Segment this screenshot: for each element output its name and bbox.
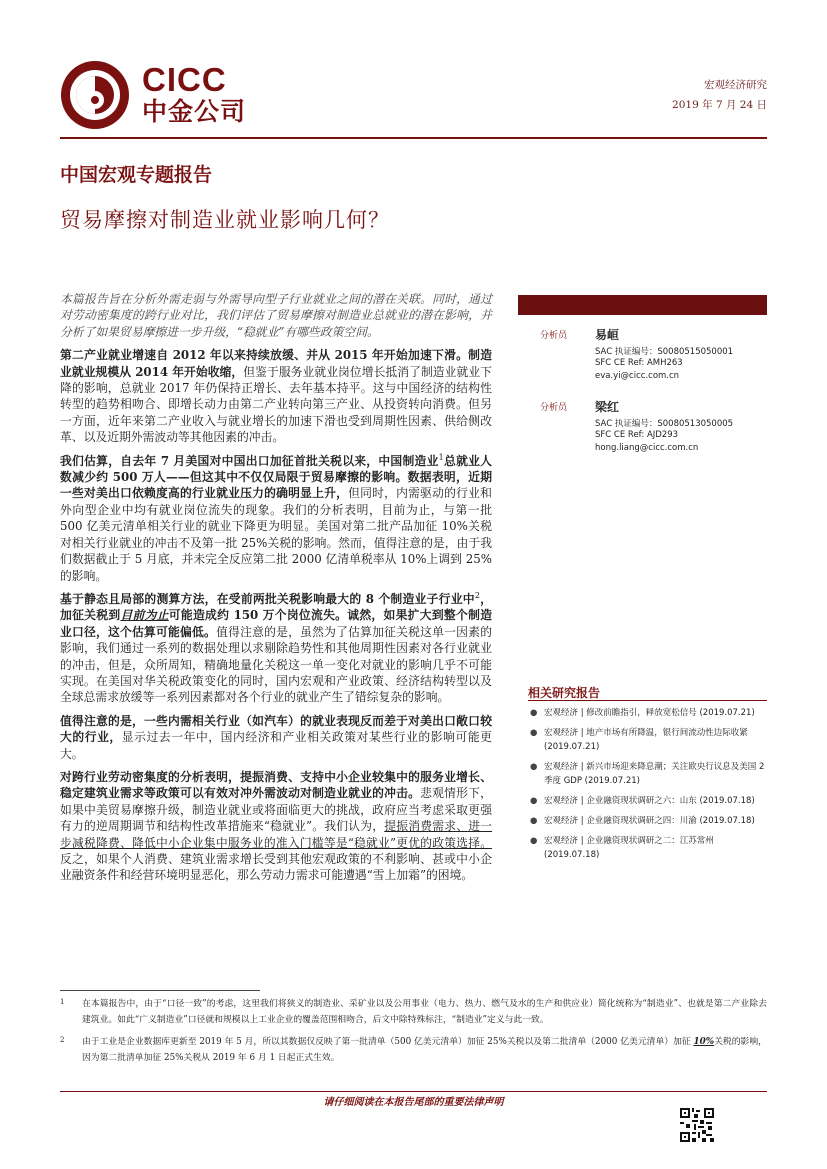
related-divider [528,700,767,701]
p4-bold: 值得注意的是，一些内需相关行业（如汽车）的就业表现反而差于对美出口敞口较大的行业， [60,713,492,745]
bullet-icon: ● [530,816,538,826]
header-divider [60,137,767,139]
bullet-icon: ● [530,728,538,738]
logo-text-cn: 中金公司 [142,97,247,126]
cicc-logo [60,60,260,130]
p5-text-b: 反之，如果个人消费、建筑业需求增长受到其他宏观政策的不利影响、甚或中小企业融资条件和经营环境明显恶化，那么劳动力需求可能遭遇“雪上加霜”的困境。 [60,852,492,883]
p3-bold-a: 基于静态且局部的测算方法，在受前两批关税影响最大的 8 个制造业子行业中 [60,591,475,606]
p5-text-a: 悲观情形下，如果中美贸易摩擦升级，制造业就业或将面临更大的挑战，政府应当考虑采取更强有力的逆周期调节和结构性改革措施来“稳就业”。我们认为， [60,786,492,834]
footnote-number: 1 [60,998,65,1006]
p1-bold: 第二产业就业增速自 2012 年以来持续放缓、并从 2015 年开始加速下滑。制造业就业规模从 2014 年开始收缩， [60,348,492,379]
footnote-text-a: 由于工业是企业数据库更新至 2019 年 5 月，所以其数据仅反映了第一批清单（500 亿美元清单）加征 25%关税以及第二批清单（2000 亿美元清单）加征 [82,1037,694,1047]
logo-text-en: CICC [142,61,227,98]
footnote-divider [60,990,260,991]
bullet-icon: ● [530,836,538,846]
related-report-item[interactable] [528,760,767,788]
main-body [60,291,492,891]
analyst-sfc: SFC CE Ref: AMH263 [595,358,683,368]
analyst-email[interactable]: hong.liang@cicc.com.cn [595,443,699,453]
related-report-text: 宏观经济 | 企业融资现状调研之四：川渝 (2019.07.18) [544,816,755,826]
analyst-email[interactable]: eva.yi@cicc.com.cn [595,371,680,381]
report-type: 中国宏观专题报告 [60,164,213,186]
paragraph-2 [60,453,492,584]
paragraph-3 [60,591,492,706]
p5-bold: 对跨行业劳动密集度的分析表明，提振消费、支持中小企业较集中的服务业增长、稳定建筑业需求等政策可以有效对冲外需波动对制造业就业的冲击。 [60,769,492,801]
footnote-emphasis: 10% [693,1037,715,1047]
bullet-icon: ● [530,708,538,718]
paragraph-1 [60,347,492,445]
footnote-text: 在本篇报告中，由于“口径一致”的考虑，这里我们将狭义的制造业、采矿业以及公用事业（电力、热力、燃气及水的生产和供应业）简化统称为“制造业”、也就是第二产业除去建筑业。如此“广义制造业”口径就和规模以上工业企业的覆盖范围相吻合，后文中除特殊标注，“制造业”定义与此一致。 [82,999,767,1025]
header-meta [672,75,767,115]
bullet-icon: ● [530,796,538,806]
analyst-name: 梁红 [595,400,620,414]
p2-bold-b: 总就业人数减少约 500 万人——但这其中不仅仅局限于贸易摩擦的影响。数据表明，近期一些对美出口依赖度高的行业就业压力的确明显上升， [60,453,492,501]
analyst-card [540,326,770,396]
related-reports-title: 相关研究报告 [528,686,601,700]
p3-emphasis: 目前为止 [120,608,169,623]
related-reports-list [528,706,767,868]
p2-bold-a: 我们估算，自去年 7 月美国对中国出口加征首批关税以来，中国制造业 [60,453,439,468]
cicc-logo-icon [60,60,130,130]
p3-text: 值得注意的是，虽然为了估算加征关税这单一因素的影响，我们通过一系列的数据处理以求剔除趋势性和其他周期性因素对各行业就业的冲击，但是，众所周知，精确地量化关税这一单一变化对就业的影响几乎不可能实现。在美国对华关税政策变化的同时，国内宏观和产业政策、经济结构转型以及全球总需求放缓等一系列因素都对各个行业的就业产生了错综复杂的影响。 [60,624,492,705]
p2-text: 但同时，内需驱动的行业和外向型企业中均有就业岗位流失的现象。我们的分析表明，目前为止，与第一批 500 亿美元清单相关行业的就业下降更为明显。美国对第二批产品加征 10%关税对相关行业就业的冲击不及第一批 25%关税的影响。然而，值得注意的是，由于我们数据截止于 5 月底，并未完全反应第二批 2000 亿清单税率从 10%上调到 25%的影响。 [60,486,492,583]
footnote-1 [60,996,767,1028]
paragraph-5 [60,769,492,884]
p3-bold-b: ，加征关税到 [60,591,492,623]
report-title: 贸易摩擦对制造业就业影响几何？ [60,208,390,232]
related-report-text: 宏观经济 | 企业融资现状调研之二：江苏常州 (2019.07.18) [544,836,714,860]
related-report-text: 宏观经济 | 新兴市场迎来降息潮；关注欧央行议息及美国 2 季度 GDP (2019.07.21) [544,762,765,786]
analyst-list [540,326,770,470]
footnote-number: 2 [60,1036,65,1044]
abstract: 本篇报告旨在分析外需走弱与外需导向型子行业就业之间的潜在关联。同时，通过对劳动密集度的跨行业对比，我们评估了贸易摩擦对制造业总就业的潜在影响，并分析了如果贸易摩擦进一步升级，“稳就业”有哪些政策空间。 [60,292,492,339]
bullet-icon: ● [530,762,538,772]
sidebar-header-bar [518,295,767,315]
qr-code-icon [680,1108,714,1142]
related-report-text: 宏观经济 | 修改前瞻指引，释放宽松信号 (2019.07.21) [544,708,755,718]
p4-text: 显示过去一年中，国内经济和产业相关政策对某些行业的影响可能更大。 [60,730,492,761]
p1-text: 但鉴于服务业就业岗位增长抵消了制造业就业下降的影响，总就业 2017 年仍保持正增长、去年基本持平。这与中国经济的结构性转型的趋势相吻合、即增长动力由第二产业转向第三产业、从投资转向消费。但另一方面，近年来第二产业收入与就业增长的加速下滑也受到周期性因素、供给侧改革、以及近期外需波动等其他因素的冲击。 [60,364,492,445]
analyst-name: 易峘 [595,328,620,342]
related-report-item[interactable] [528,706,767,720]
footnotes [60,996,767,1072]
related-report-item[interactable] [528,726,767,754]
related-report-text: 宏观经济 | 地产市场有所降温，银行间流动性边际收紧 (2019.07.21) [544,728,748,752]
analyst-card [540,398,770,468]
p3-bold-c: 可能造成约 150 万个岗位流失。诚然，如果扩大到整个制造业口径，这个估算可能偏低。 [60,608,492,639]
footnote-ref-2[interactable]: 2 [474,590,480,600]
analyst-sac: SAC 执证编号：S0080513050005 [595,419,734,429]
p5-underlined: 提振消费需求、进一步减税降费、降低中小企业集中服务业的准入门槛等是“稳就业”更优的政策选择。 [60,819,492,850]
report-date: 2019 年 7 月 24 日 [672,99,767,111]
legal-disclaimer-link[interactable]: 请仔细阅读在本报告尾部的重要法律声明 [323,1097,504,1108]
analyst-sfc: SFC CE Ref: AJD293 [595,430,679,440]
report-category: 宏观经济研究 [704,79,767,91]
related-report-text: 宏观经济 | 企业融资现状调研之六：山东 (2019.07.18) [544,796,755,806]
footnote-text-b: 关税的影响，因为第二批清单加征 25%关税从 2019 年 6 月 1 日起正式生效。 [82,1037,767,1063]
related-report-item[interactable] [528,794,767,808]
related-report-item[interactable] [528,814,767,828]
footer-divider [60,1091,767,1092]
footnote-ref-1[interactable]: 1 [438,452,444,462]
analyst-sac: SAC 执证编号：S0080515050001 [595,347,734,357]
paragraph-4 [60,713,492,762]
related-report-item[interactable] [528,834,767,862]
footnote-2 [60,1034,767,1066]
analyst-label: 分析员 [540,403,568,413]
analyst-label: 分析员 [540,331,568,341]
